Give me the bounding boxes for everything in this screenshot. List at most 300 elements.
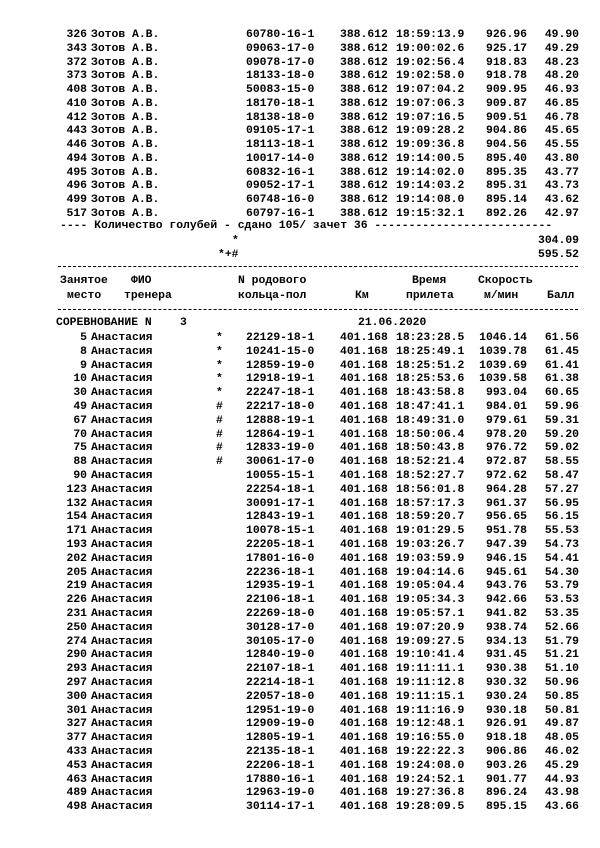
place-cell: 154 — [66, 511, 87, 524]
time-cell: 19:09:27.5 — [396, 635, 465, 648]
km-cell: 401.168 — [340, 497, 388, 510]
score-cell: 43.98 — [544, 787, 579, 800]
place-cell: 30 — [73, 387, 87, 400]
trainer-cell: Анастасия — [91, 759, 153, 772]
trainer-cell: Анастасия — [91, 401, 153, 413]
km-cell: 401.168 — [340, 359, 388, 372]
table-row — [0, 648, 600, 662]
time-cell: 19:00:02.6 — [396, 42, 465, 55]
time-cell: 19:22:22.3 — [396, 746, 465, 758]
time-cell: 19:16:55.0 — [396, 732, 465, 745]
trainer-cell: Анастасия — [91, 511, 153, 524]
time-cell: 19:01:29.5 — [396, 525, 465, 538]
km-cell: 388.612 — [340, 166, 388, 179]
place-cell: 49 — [73, 401, 87, 413]
competition-date: 21.06.2020 — [358, 317, 427, 329]
place-cell: 9 — [80, 359, 87, 372]
ring-cell: 30114-17-1 — [246, 801, 315, 814]
time-cell: 19:02:56.4 — [396, 56, 465, 69]
km-cell: 401.168 — [340, 787, 388, 800]
star-label: * — [232, 235, 239, 247]
competition-line — [0, 316, 600, 330]
speed-cell: 964.28 — [485, 483, 527, 496]
time-cell: 18:25:51.2 — [396, 359, 465, 372]
km-cell: 388.612 — [340, 125, 388, 138]
trainer-cell: Анастасия — [91, 497, 153, 510]
speed-cell: 895.15 — [485, 801, 527, 814]
trainer-cell: Зотов А.В. — [91, 29, 160, 41]
score-cell: 55.53 — [544, 525, 579, 538]
ring-cell: 10055-15-1 — [246, 470, 315, 482]
time-cell: 19:05:57.1 — [396, 608, 465, 620]
ring-cell: 09105-17-1 — [246, 125, 315, 138]
table-row — [0, 28, 600, 42]
place-cell: 293 — [66, 663, 87, 676]
place-cell: 132 — [66, 497, 87, 510]
score-cell: 54.73 — [544, 539, 579, 551]
score-cell: 46.02 — [544, 746, 579, 758]
table-row — [0, 759, 600, 773]
table-row — [0, 497, 600, 511]
score-cell: 45.65 — [544, 125, 579, 138]
time-cell: 18:47:41.1 — [396, 401, 465, 413]
ring-cell: 12833-19-0 — [246, 442, 315, 455]
speed-cell: 946.15 — [485, 552, 527, 565]
place-cell: 90 — [73, 470, 87, 482]
score-cell: 50.85 — [544, 690, 579, 703]
ring-cell: 30061-17-0 — [246, 456, 315, 469]
score-cell: 49.90 — [544, 29, 579, 41]
mark-cell: # — [216, 442, 223, 455]
time-cell: 18:50:43.8 — [396, 442, 465, 455]
place-cell: 300 — [66, 690, 87, 703]
time-cell: 18:57:17.3 — [396, 497, 465, 510]
time-cell: 19:14:08.0 — [396, 194, 465, 206]
ring-cell: 18113-18-1 — [246, 139, 315, 151]
score-cell: 50.96 — [544, 677, 579, 689]
header-fio: ФИО — [131, 275, 152, 287]
table-row — [0, 56, 600, 70]
trainer-cell: Анастасия — [91, 442, 153, 455]
mark-cell: # — [216, 401, 223, 413]
trainer-cell: Анастасия — [91, 456, 153, 469]
place-cell: 10 — [73, 373, 87, 386]
score-cell: 58.55 — [544, 456, 579, 469]
speed-cell: 909.51 — [485, 111, 527, 124]
km-cell: 388.612 — [340, 29, 388, 41]
time-cell: 18:56:01.8 — [396, 483, 465, 496]
ring-cell: 09052-17-1 — [246, 180, 315, 193]
place-cell: 373 — [66, 70, 87, 83]
speed-cell: 942.66 — [485, 594, 527, 607]
time-cell: 19:09:28.2 — [396, 125, 465, 138]
time-cell: 18:59:13.9 — [396, 29, 465, 41]
table-row — [0, 662, 600, 676]
table-row — [0, 538, 600, 552]
km-cell: 401.168 — [340, 690, 388, 703]
table-row — [0, 593, 600, 607]
score-cell: 48.23 — [544, 56, 579, 69]
ring-cell: 30128-17-0 — [246, 621, 315, 634]
place-cell: 67 — [73, 414, 87, 427]
header-km: Км — [355, 290, 369, 302]
table-row — [0, 166, 600, 180]
trainer-cell: Анастасия — [91, 801, 153, 814]
ring-cell: 60748-16-0 — [246, 194, 315, 206]
ring-cell: 12805-19-1 — [246, 732, 315, 745]
summary-line — [0, 219, 600, 233]
km-cell: 401.168 — [340, 773, 388, 786]
km-cell: 388.612 — [340, 139, 388, 151]
starhash-total-line — [0, 248, 600, 262]
speed-cell: 945.61 — [485, 566, 527, 579]
score-cell: 58.47 — [544, 470, 579, 482]
place-cell: 343 — [66, 42, 87, 55]
score-cell: 61.56 — [544, 332, 579, 344]
score-cell: 53.79 — [544, 580, 579, 593]
time-cell: 19:05:34.3 — [396, 594, 465, 607]
score-cell: 46.85 — [544, 97, 579, 110]
table-row — [0, 800, 600, 814]
speed-cell: 1046.14 — [479, 332, 527, 344]
table-row — [0, 566, 600, 580]
place-cell: 226 — [66, 594, 87, 607]
speed-cell: 930.32 — [485, 677, 527, 689]
header-score: Балл — [547, 290, 575, 302]
mark-cell: * — [216, 345, 223, 358]
place-cell: 297 — [66, 677, 87, 689]
time-cell: 19:14:03.2 — [396, 180, 465, 193]
score-cell: 60.65 — [544, 387, 579, 400]
score-cell: 61.38 — [544, 373, 579, 386]
ring-cell: 22254-18-1 — [246, 483, 315, 496]
table-row — [0, 455, 600, 469]
table-row — [0, 97, 600, 111]
place-cell: 463 — [66, 773, 87, 786]
ring-cell: 22106-18-1 — [246, 594, 315, 607]
time-cell: 18:52:27.7 — [396, 470, 465, 482]
mark-cell: * — [216, 387, 223, 400]
place-cell: 202 — [66, 552, 87, 565]
table-row — [0, 138, 600, 152]
place-cell: 301 — [66, 704, 87, 717]
ring-cell: 12843-19-1 — [246, 511, 315, 524]
score-cell: 51.10 — [544, 663, 579, 676]
table-row — [0, 607, 600, 621]
speed-cell: 1039.58 — [479, 373, 527, 386]
score-cell: 53.53 — [544, 594, 579, 607]
score-cell: 51.79 — [544, 635, 579, 648]
score-cell: 44.93 — [544, 773, 579, 786]
divider-top — [58, 266, 578, 267]
speed-cell: 930.38 — [485, 663, 527, 676]
place-cell: 377 — [66, 732, 87, 745]
time-cell: 18:50:06.4 — [396, 428, 465, 441]
speed-cell: 931.45 — [485, 649, 527, 662]
score-cell: 59.31 — [544, 414, 579, 427]
speed-cell: 1039.78 — [479, 345, 527, 358]
ring-cell: 18133-18-0 — [246, 70, 315, 83]
ring-cell: 09063-17-0 — [246, 42, 315, 55]
time-cell: 18:59:20.7 — [396, 511, 465, 524]
table-row — [0, 69, 600, 83]
trainer-cell: Анастасия — [91, 621, 153, 634]
table-header-row-2 — [0, 289, 600, 303]
speed-cell: 961.37 — [485, 497, 527, 510]
place-cell: 327 — [66, 718, 87, 731]
place-cell: 219 — [66, 580, 87, 593]
place-cell: 433 — [66, 746, 87, 758]
trainer-cell: Анастасия — [91, 525, 153, 538]
time-cell: 19:07:04.2 — [396, 84, 465, 96]
trainer-cell: Анастасия — [91, 787, 153, 800]
km-cell: 388.612 — [340, 180, 388, 193]
place-cell: 290 — [66, 649, 87, 662]
speed-cell: 930.24 — [485, 690, 527, 703]
score-cell: 43.80 — [544, 152, 579, 165]
table-row — [0, 111, 600, 125]
speed-cell: 901.77 — [485, 773, 527, 786]
speed-cell: 918.18 — [485, 732, 527, 745]
place-cell: 496 — [66, 180, 87, 193]
km-cell: 401.168 — [340, 401, 388, 413]
speed-cell: 993.04 — [485, 387, 527, 400]
speed-cell: 896.24 — [485, 787, 527, 800]
speed-cell: 978.20 — [485, 428, 527, 441]
km-cell: 388.612 — [340, 97, 388, 110]
trainer-cell: Анастасия — [91, 746, 153, 758]
km-cell: 401.168 — [340, 635, 388, 648]
competition-label: СОРЕВНОВАНИЕ N — [56, 317, 152, 329]
place-cell: 453 — [66, 759, 87, 772]
km-cell: 401.168 — [340, 483, 388, 496]
score-cell: 46.78 — [544, 111, 579, 124]
place-cell: 489 — [66, 787, 87, 800]
ring-cell: 09078-17-0 — [246, 56, 315, 69]
km-cell: 401.168 — [340, 552, 388, 565]
speed-cell: 941.82 — [485, 608, 527, 620]
score-cell: 49.87 — [544, 718, 579, 731]
km-cell: 401.168 — [340, 801, 388, 814]
time-cell: 19:28:09.5 — [396, 801, 465, 814]
table-row — [0, 428, 600, 442]
km-cell: 401.168 — [340, 677, 388, 689]
table-row — [0, 524, 600, 538]
trainer-cell: Зотов А.В. — [91, 97, 160, 110]
speed-cell: 895.14 — [485, 194, 527, 206]
score-cell: 53.35 — [544, 608, 579, 620]
speed-cell: 892.26 — [485, 207, 527, 220]
score-cell: 56.95 — [544, 497, 579, 510]
star-total: 304.09 — [537, 235, 579, 247]
km-cell: 401.168 — [340, 442, 388, 455]
place-cell: 443 — [66, 125, 87, 138]
ring-cell: 60780-16-1 — [246, 29, 315, 41]
table-row — [0, 179, 600, 193]
km-cell: 401.168 — [340, 746, 388, 758]
km-cell: 401.168 — [340, 649, 388, 662]
trainer-cell: Анастасия — [91, 718, 153, 731]
place-cell: 446 — [66, 139, 87, 151]
place-cell: 326 — [66, 29, 87, 41]
km-cell: 401.168 — [340, 718, 388, 731]
trainer-cell: Зотов А.В. — [91, 84, 160, 96]
table-row — [0, 386, 600, 400]
trainer-cell: Анастасия — [91, 539, 153, 551]
speed-cell: 976.72 — [485, 442, 527, 455]
score-cell: 45.29 — [544, 759, 579, 772]
ring-cell: 18170-18-1 — [246, 97, 315, 110]
km-cell: 401.168 — [340, 428, 388, 441]
speed-cell: 895.31 — [485, 180, 527, 193]
score-cell: 51.21 — [544, 649, 579, 662]
header-place-2: место — [67, 290, 102, 302]
score-cell: 48.20 — [544, 70, 579, 83]
table-row — [0, 372, 600, 386]
score-cell: 54.41 — [544, 552, 579, 565]
trainer-cell: Анастасия — [91, 470, 153, 482]
mark-cell: # — [216, 456, 223, 469]
trainer-cell: Анастасия — [91, 677, 153, 689]
place-cell: 123 — [66, 483, 87, 496]
place-cell: 494 — [66, 152, 87, 165]
km-cell: 388.612 — [340, 42, 388, 55]
score-cell: 48.05 — [544, 732, 579, 745]
speed-cell: 926.91 — [485, 718, 527, 731]
speed-cell: 926.96 — [485, 29, 527, 41]
table-row — [0, 83, 600, 97]
header-ring-2: кольца-пол — [238, 290, 307, 302]
table-row — [0, 42, 600, 56]
mark-cell: * — [216, 332, 223, 344]
mark-cell: # — [216, 414, 223, 427]
ring-cell: 12864-19-1 — [246, 428, 315, 441]
trainer-cell: Анастасия — [91, 580, 153, 593]
trainer-cell: Зотов А.В. — [91, 42, 160, 55]
table-row — [0, 345, 600, 359]
table-row — [0, 483, 600, 497]
score-cell: 59.02 — [544, 442, 579, 455]
km-cell: 401.168 — [340, 759, 388, 772]
table-row — [0, 552, 600, 566]
table-row — [0, 207, 600, 221]
time-cell: 19:12:48.1 — [396, 718, 465, 731]
mark-cell: # — [216, 428, 223, 441]
km-cell: 401.168 — [340, 663, 388, 676]
km-cell: 401.168 — [340, 525, 388, 538]
km-cell: 401.168 — [340, 621, 388, 634]
time-cell: 19:11:15.1 — [396, 690, 465, 703]
table-row — [0, 621, 600, 635]
time-cell: 19:24:52.1 — [396, 773, 465, 786]
km-cell: 401.168 — [340, 414, 388, 427]
place-cell: 171 — [66, 525, 87, 538]
time-cell: 19:14:00.5 — [396, 152, 465, 165]
time-cell: 19:02:58.0 — [396, 70, 465, 83]
score-cell: 50.81 — [544, 704, 579, 717]
score-cell: 61.41 — [544, 359, 579, 372]
table-row — [0, 690, 600, 704]
trainer-cell: Анастасия — [91, 663, 153, 676]
table-row — [0, 441, 600, 455]
km-cell: 401.168 — [340, 332, 388, 344]
km-cell: 401.168 — [340, 387, 388, 400]
speed-cell: 934.13 — [485, 635, 527, 648]
trainer-cell: Анастасия — [91, 594, 153, 607]
ring-cell: 12909-19-0 — [246, 718, 315, 731]
km-cell: 388.612 — [340, 84, 388, 96]
header-mmin: м/мин — [484, 290, 519, 302]
ring-cell: 22269-18-0 — [246, 608, 315, 620]
ring-cell: 10241-15-0 — [246, 345, 315, 358]
speed-cell: 903.26 — [485, 759, 527, 772]
time-cell: 19:04:14.6 — [396, 566, 465, 579]
trainer-cell: Зотов А.В. — [91, 56, 160, 69]
score-cell: 43.73 — [544, 180, 579, 193]
table-row — [0, 414, 600, 428]
header-place: Занятое — [60, 275, 108, 287]
ring-cell: 12963-19-0 — [246, 787, 315, 800]
trainer-cell: Зотов А.В. — [91, 166, 160, 179]
ring-cell: 17880-16-1 — [246, 773, 315, 786]
trainer-cell: Анастасия — [91, 773, 153, 786]
place-cell: 517 — [66, 207, 87, 220]
speed-cell: 895.35 — [485, 166, 527, 179]
place-cell: 274 — [66, 635, 87, 648]
km-cell: 388.612 — [340, 111, 388, 124]
place-cell: 495 — [66, 166, 87, 179]
trainer-cell: Анастасия — [91, 608, 153, 620]
km-cell: 401.168 — [340, 704, 388, 717]
ring-cell: 22057-18-0 — [246, 690, 315, 703]
trainer-cell: Зотов А.В. — [91, 152, 160, 165]
table-row — [0, 124, 600, 138]
time-cell: 19:03:59.9 — [396, 552, 465, 565]
place-cell: 410 — [66, 97, 87, 110]
place-cell: 75 — [73, 442, 87, 455]
trainer-cell: Зотов А.В. — [91, 139, 160, 151]
speed-cell: 895.40 — [485, 152, 527, 165]
star-total-line — [0, 234, 600, 248]
km-cell: 401.168 — [340, 539, 388, 551]
ring-cell: 22107-18-1 — [246, 663, 315, 676]
ring-cell: 12840-19-0 — [246, 649, 315, 662]
trainer-cell: Анастасия — [91, 387, 153, 400]
ring-cell: 22135-18-1 — [246, 746, 315, 758]
score-cell: 57.27 — [544, 483, 579, 496]
score-cell: 59.20 — [544, 428, 579, 441]
place-cell: 88 — [73, 456, 87, 469]
place-cell: 250 — [66, 621, 87, 634]
trainer-cell: Анастасия — [91, 414, 153, 427]
table-row — [0, 579, 600, 593]
speed-cell: 1039.69 — [479, 359, 527, 372]
trainer-cell: Анастасия — [91, 635, 153, 648]
table-row — [0, 786, 600, 800]
time-cell: 18:25:53.6 — [396, 373, 465, 386]
speed-cell: 909.95 — [485, 84, 527, 96]
ring-cell: 22206-18-1 — [246, 759, 315, 772]
ring-cell: 17801-16-0 — [246, 552, 315, 565]
ring-cell: 12951-19-0 — [246, 704, 315, 717]
score-cell: 46.93 — [544, 84, 579, 96]
trainer-cell: Анастасия — [91, 332, 153, 344]
speed-cell: 918.83 — [485, 56, 527, 69]
score-cell: 43.66 — [544, 801, 579, 814]
time-cell: 19:14:02.0 — [396, 166, 465, 179]
competition-number: 3 — [180, 317, 187, 329]
ring-cell: 12888-19-1 — [246, 414, 315, 427]
